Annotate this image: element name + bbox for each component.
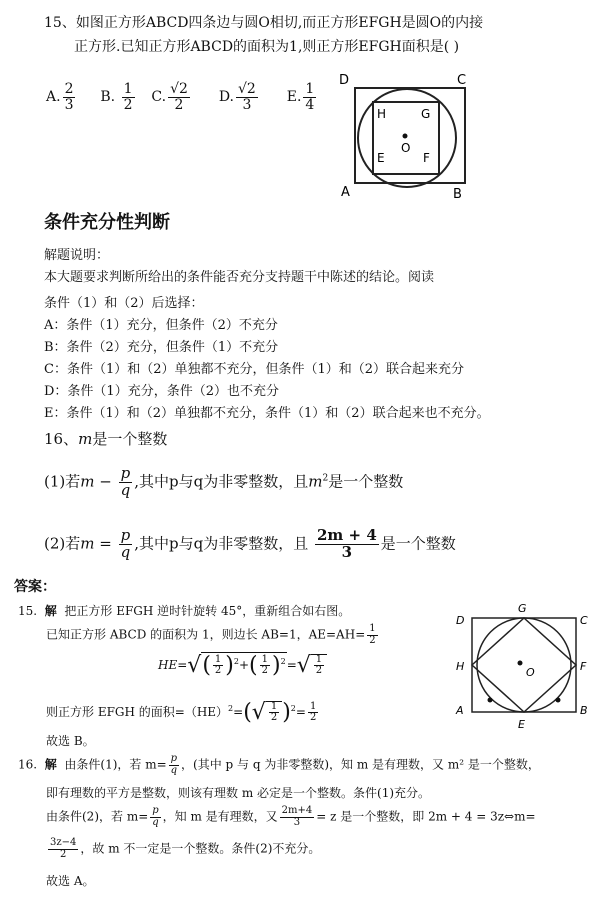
q16-condition-1: (1)若m − $\frac{p}{q}$ ,其中p与q为非零整数，且$m^2$是一个整数 [44, 464, 404, 499]
a16-line3: 由条件(2)，若 m= $\frac{p}{q}$ ，知 m 是有理数，又 $\frac{2m+4}{3}$ = z 是一个整数，即 2m + 4 = 3z⇔m= [46, 805, 536, 828]
section-title: 条件充分性判断 [44, 212, 170, 233]
a16-line4: $\frac{3z-4}{2}$ ，故 m 不一定是一个整数。条件(2)不充分。 [50, 837, 321, 860]
fig1-label-a: A [341, 185, 350, 200]
fig1-label-o: O [401, 141, 411, 155]
fig1-label-d: D [339, 73, 350, 88]
option-b: B. $\frac{1}{2}$ [100, 81, 133, 113]
q15-options [46, 82, 318, 112]
fig2-label-e: E [518, 718, 525, 731]
q16-stem: 16、m是一个整数 [44, 430, 168, 448]
q15-figure [335, 70, 470, 200]
option-e: E. $\frac{1}{4}$ [286, 81, 315, 113]
fig2-label-c: C [580, 614, 588, 627]
q15-number: 15、 [44, 15, 76, 31]
q15-line1 [44, 12, 483, 32]
fig1-label-f: F [423, 151, 430, 165]
section-choose-text: 条件（1）和（2）后选择： [44, 296, 204, 311]
fig2-label-f: F [580, 660, 587, 673]
option-c: C. $\frac{√2}{2}$ [151, 81, 188, 113]
fig1-label-e: E [377, 151, 385, 165]
option-d: D. $\frac{√2}{3}$ [218, 81, 256, 113]
a15-pick: 故选 B。 [46, 734, 95, 748]
fig1-label-b: B [453, 187, 462, 200]
a16-line1: 16. 解 由条件(1)，若 m= $\frac{p}{q}$ ，(其中 p 与 q 为非零整数)，知 m 是有理数，又 m² 是一个整数， [18, 753, 540, 776]
option-a: A. $\frac{2}{3}$ [46, 81, 74, 113]
a15-line3: 则正方形 EFGH 的面积=（HE）$^2$=(√ $\frac{1}{2}$ )$^2$= $\frac{1}{2}$ [46, 700, 317, 725]
fig2-label-g: G [518, 602, 527, 615]
answer-heading: 答案： [14, 579, 56, 595]
section-intro-label: 解题说明： [44, 248, 110, 263]
fig2-label-b: B [580, 704, 588, 717]
choice-c: C：条件（1）和（2）单独都不充分，但条件（1）和（2）联合起来充分 [44, 362, 465, 377]
a16-pick: 故选 A。 [46, 874, 95, 888]
q15-line2: 正方形.已知正方形ABCD的面积为1,则正方形EFGH面积是( ) [74, 39, 460, 55]
choice-e: E：条件（1）和（2）单独都不充分，条件（1）和（2）联合起来也不充分。 [44, 406, 490, 421]
choice-d: D：条件（1）充分，条件（2）也不充分 [44, 384, 279, 399]
a15-he-formula: HE=√( $\frac{1}{2}$ )$^2$+( $\frac{1}{2}$ )$^2$=√ $\frac{1}{2}$ [158, 652, 327, 678]
fig2-label-a: A [456, 704, 464, 717]
a16-line2: 即有理数的平方是整数，则该有理数 m 必定是一个整数。条件(1)充分。 [46, 786, 431, 800]
fig2-label-d: D [456, 614, 465, 627]
q15-text-1: 如图正方形ABCD四条边与圆O相切,而正方形EFGH是圆O的内接 [75, 15, 484, 31]
section-intro-text: 本大题要求判断所给出的条件能否充分支持题干中陈述的结论。阅读 [44, 270, 435, 285]
fig1-label-h: H [377, 107, 387, 121]
choice-a: A：条件（1）充分，但条件（2）不充分 [44, 318, 278, 333]
a15-line2: 已知正方形 ABCD 的面积为 1，则边长 AB=1，AE=AH= $\frac{1}{2}$ [46, 623, 376, 646]
a15-figure [450, 600, 590, 732]
fig1-label-g: G [421, 107, 431, 121]
fig1-label-c: C [457, 73, 467, 88]
q16-condition-2: (2)若m = $\frac{p}{q}$ ,其中p与q为非零整数，且 $\frac{2m + 4}{3}$ 是一个整数 [44, 526, 456, 561]
a15-line1: 15. 解 把正方形 EFGH 逆时针旋转 45°，重新组合如右图。 [18, 604, 351, 618]
choice-b: B：条件（2）充分，但条件（1）不充分 [44, 340, 279, 355]
fig2-label-h: H [456, 660, 465, 673]
fig2-label-o: O [526, 666, 535, 679]
